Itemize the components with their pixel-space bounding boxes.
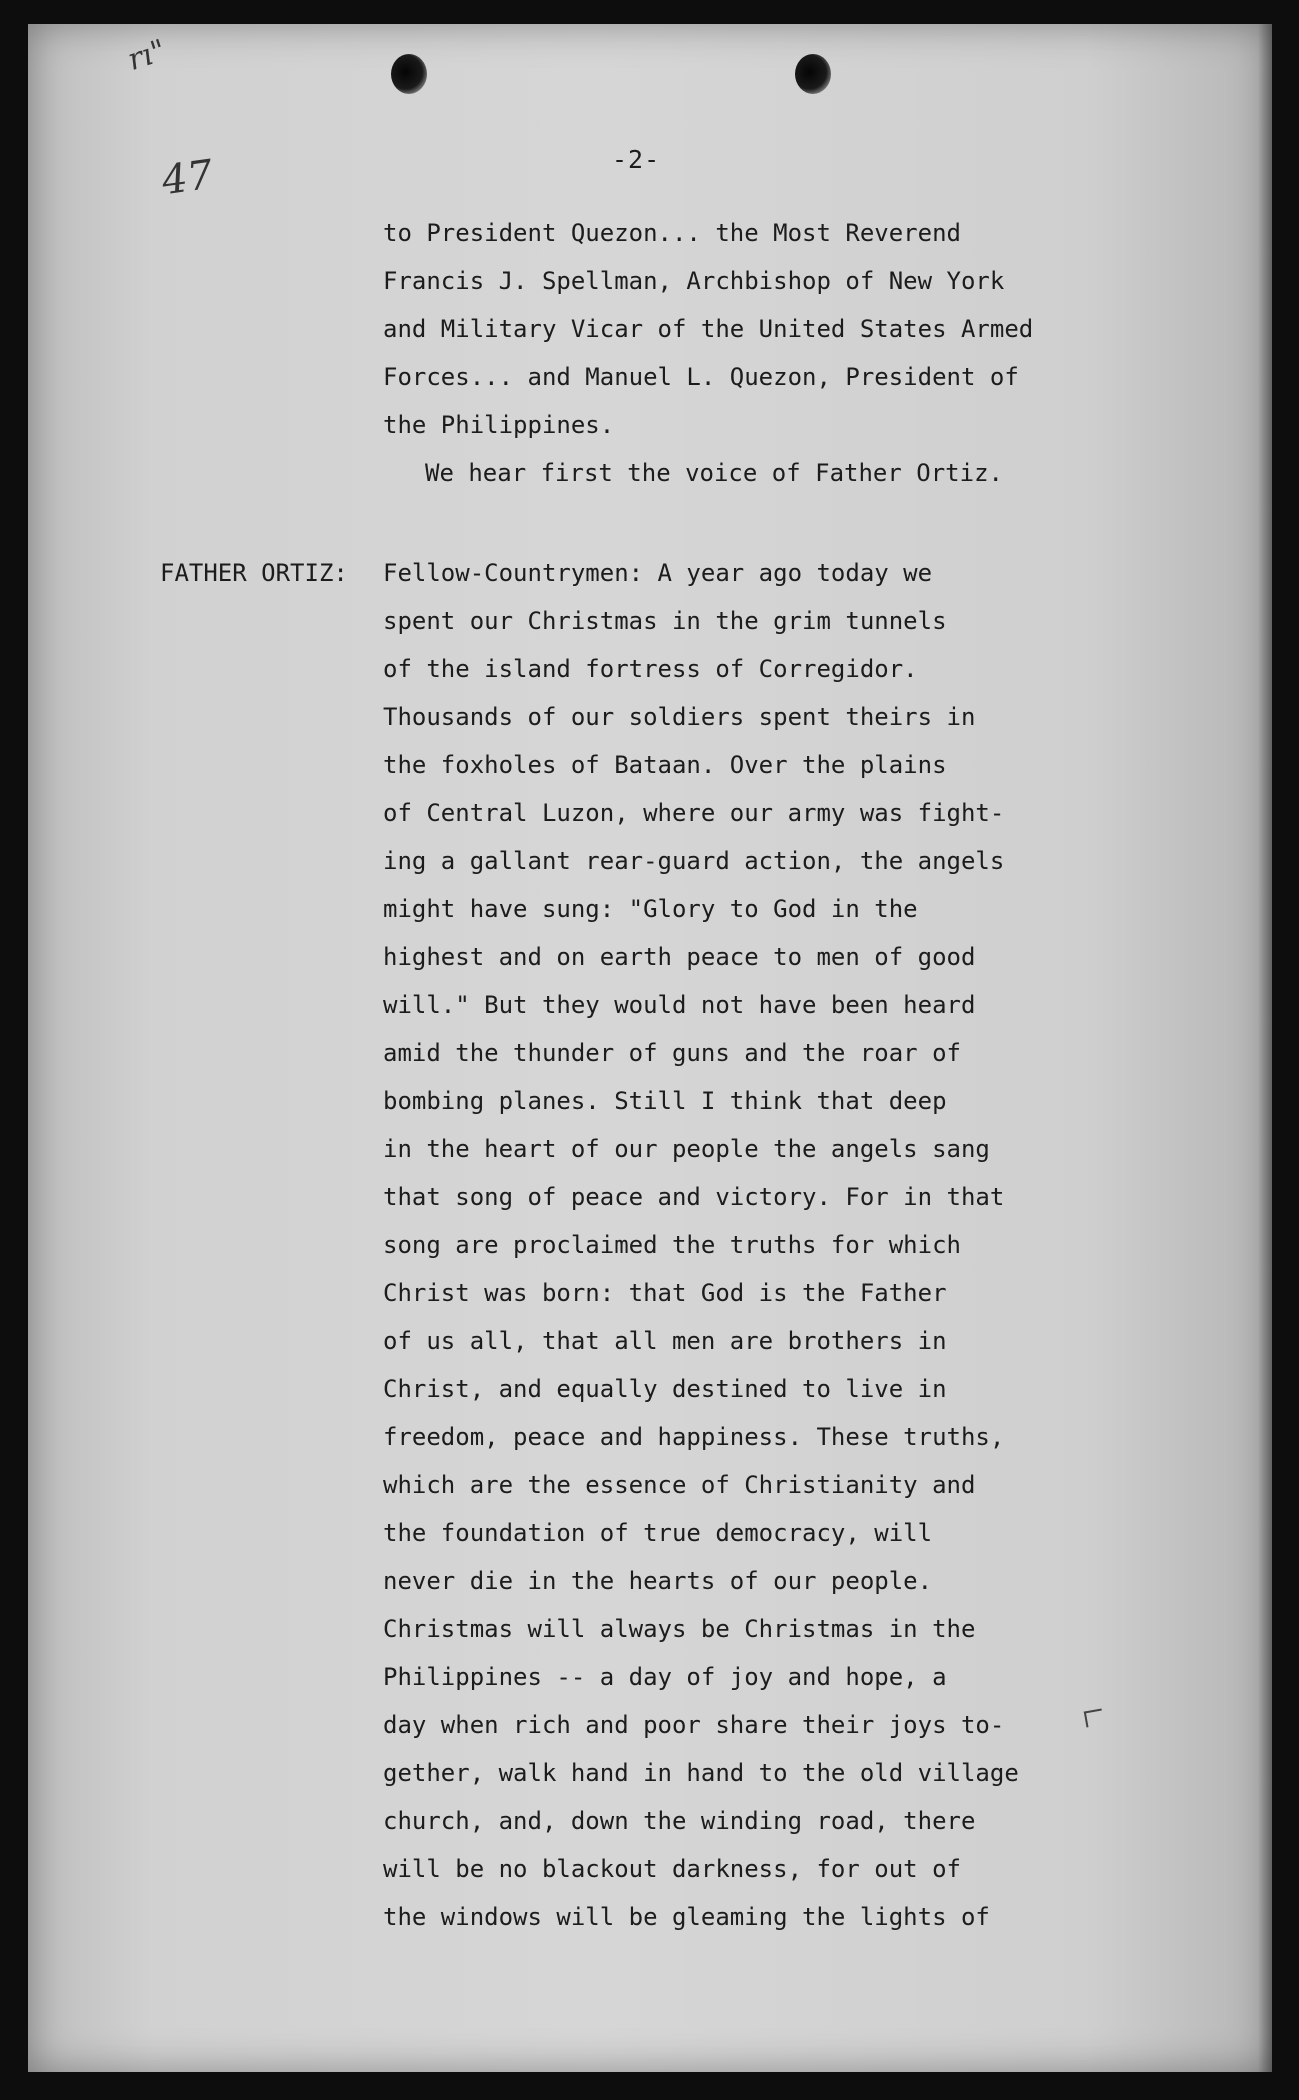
speech-line: Christ, and equally destined to live in — [383, 1375, 947, 1403]
speech-line: church, and, down the winding road, there — [383, 1807, 976, 1835]
speech-line: Christmas will always be Christmas in the — [383, 1615, 976, 1643]
speech-line: in the heart of our people the angels sang — [383, 1135, 990, 1163]
speaker-label: FATHER ORTIZ: — [160, 559, 348, 587]
speech-line: Thousands of our soldiers spent theirs in — [383, 703, 976, 731]
speech-line: of Central Luzon, where our army was fight- — [383, 799, 1005, 827]
speech-line: Christ was born: that God is the Father — [383, 1279, 947, 1307]
speech-line: ing a gallant rear-guard action, the angels — [383, 847, 1005, 875]
speech-line: bombing planes. Still I think that deep — [383, 1087, 947, 1115]
speech-line: day when rich and poor share their joys to- — [383, 1711, 1005, 1739]
speech-line: which are the essence of Christianity and — [383, 1471, 976, 1499]
speech-line: of us all, that all men are brothers in — [383, 1327, 947, 1355]
speech-line: that song of peace and victory. For in that — [383, 1183, 1005, 1211]
speech-line: highest and on earth peace to men of good — [383, 943, 976, 971]
intro-paragraph — [383, 209, 1103, 497]
speech-line: spent our Christmas in the grim tunnels — [383, 607, 947, 635]
speech-line: never die in the hearts of our people. — [383, 1567, 933, 1595]
speech-paragraph — [383, 549, 1103, 1941]
page-number: -2- — [612, 145, 661, 174]
speech-line: the foundation of true democracy, will — [383, 1519, 933, 1547]
speech-line: will." But they would not have been heard — [383, 991, 976, 1019]
speech-line: will be no blackout darkness, for out of — [383, 1855, 961, 1883]
speech-line: might have sung: "Glory to God in the — [383, 895, 918, 923]
intro-line: the Philippines. — [383, 411, 615, 439]
intro-line: to President Quezon... the Most Reverend — [383, 219, 961, 247]
paper-edge-shadow — [1258, 24, 1272, 2072]
speech-line: amid the thunder of guns and the roar of — [383, 1039, 961, 1067]
speech-line: the foxholes of Bataan. Over the plains — [383, 751, 947, 779]
punch-hole-right — [795, 54, 831, 94]
intro-line: Forces... and Manuel L. Quezon, President of — [383, 363, 1019, 391]
handwritten-page-annotation: 47 — [159, 151, 216, 205]
intro-line: and Military Vicar of the United States Armed — [383, 315, 1034, 343]
speech-line: freedom, peace and happiness. These truths, — [383, 1423, 1005, 1451]
intro-line: Francis J. Spellman, Archbishop of New York — [383, 267, 1005, 295]
speech-line: Fellow-Countrymen: A year ago today we — [383, 559, 933, 587]
intro-second-paragraph: We hear first the voice of Father Ortiz. — [425, 459, 1003, 487]
speech-line: the windows will be gleaming the lights of — [383, 1903, 990, 1931]
speech-line: song are proclaimed the truths for which — [383, 1231, 961, 1259]
handwritten-mark: rı" — [123, 33, 171, 78]
punch-hole-left — [391, 54, 427, 94]
speech-line: of the island fortress of Corregidor. — [383, 655, 918, 683]
speech-line: gether, walk hand in hand to the old village — [383, 1759, 1019, 1787]
speech-line: Philippines -- a day of joy and hope, a — [383, 1663, 947, 1691]
